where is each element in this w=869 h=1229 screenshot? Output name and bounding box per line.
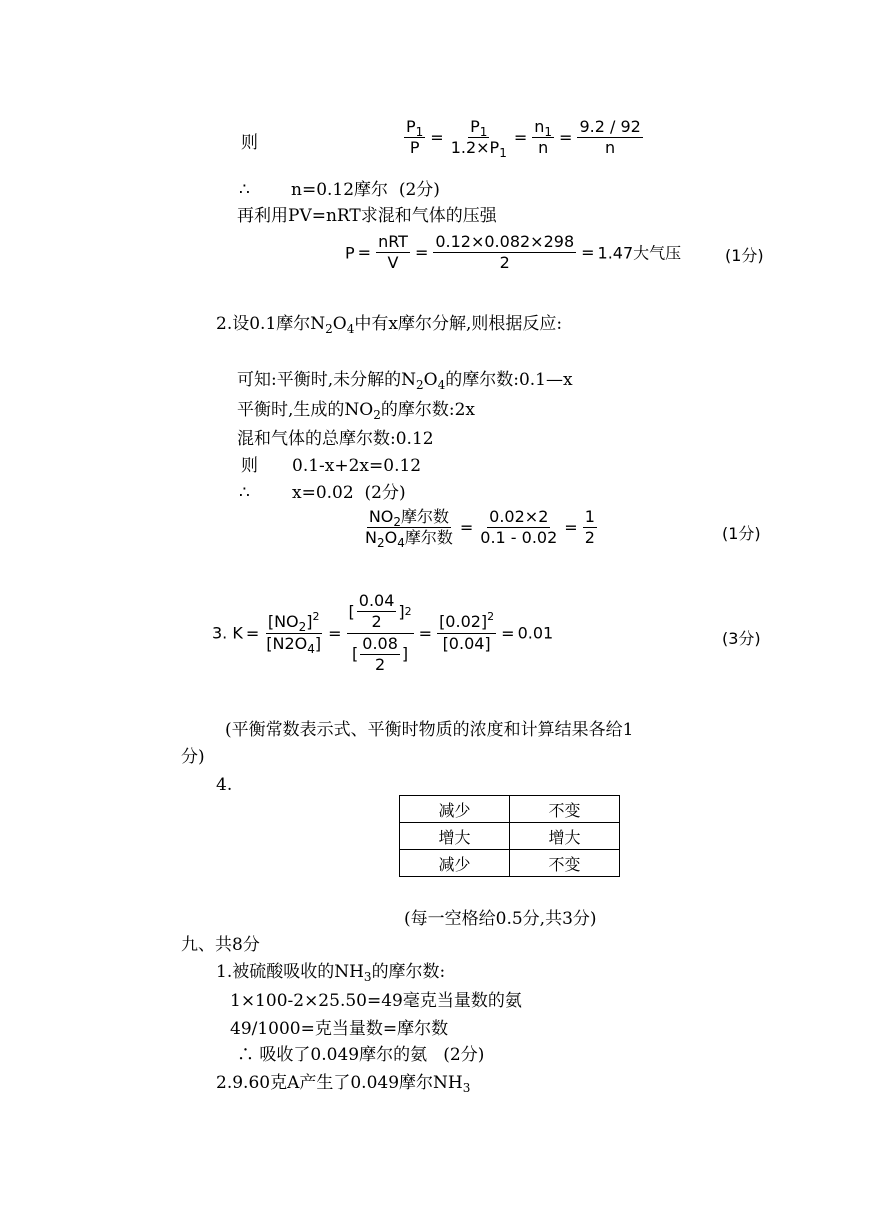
score: (1分) [725, 246, 764, 265]
then-label: 则 [241, 456, 258, 476]
pressure-ratio-equation: $\frac{P_1}{P}$ = $\frac{P_1}{1.2\times P_1}$ = $\frac{n_1}{n}$ = $\frac{9.2 / 92}{n}$ [406, 117, 641, 161]
grading-note-continued: 分) [181, 747, 205, 767]
therefore-symbol: ∴ [239, 483, 250, 503]
grading-note: (平衡常数表示式、平衡时物质的浓度和计算结果各给1 [225, 720, 634, 740]
table-cell: 不变 [510, 796, 620, 823]
undissociated-moles-line: 可知:平衡时,未分解的$N_2O_4$的摩尔数:0.1—x [237, 370, 573, 392]
score: (2分) [443, 1045, 485, 1065]
equilibrium-constant-equation: 3. K = $\frac{[NO_2]^2}{[N2O_4]}$ = [ $\frac{0.04}{2}$ ] 2 [ $\frac{0.08}{2}$ ] = $\frac{[0.02]^2}{[0.04]}$ = 0.01 [212, 591, 554, 675]
score: (2分) [364, 483, 406, 503]
section-heading: 九、共8分 [181, 935, 260, 955]
table-cell: 增大 [510, 823, 620, 850]
score: (1分) [722, 524, 761, 543]
no2-moles-line: 平衡时,生成的$NO_2$的摩尔数:2x [237, 400, 475, 422]
sec9-q2: 2.9.60克A产生了0.049摩尔$NH_3$ [216, 1073, 471, 1095]
table-grading-note: (每一空格给0.5分,共3分) [404, 909, 597, 929]
absorbed-ammonia-line: ∴ 吸收了0.049摩尔的氨 (2分) [237, 1045, 485, 1065]
pv-instruction: 再利用PV=nRT求混和气体的压强 [237, 206, 497, 226]
conversion-line: 49/1000=克当量数=摩尔数 [230, 1019, 449, 1039]
mole-equation: 0.1-x+2x=0.12 [292, 456, 422, 476]
result-n: n=0.12摩尔 (2分) [291, 180, 440, 200]
table-row [400, 823, 620, 850]
table-cell: 减少 [400, 796, 510, 823]
table-cell: 不变 [510, 850, 620, 877]
answer-table [399, 795, 620, 877]
table-cell: 减少 [400, 850, 510, 877]
q2-intro: 2.设0.1摩尔$N_2O_4$中有x摩尔分解,则根据反应: [216, 314, 563, 336]
equivalents-line: 1×100-2×25.50=49毫克当量数的氨 [230, 991, 522, 1011]
table-row [400, 850, 620, 877]
score: (3分) [722, 629, 761, 648]
score: (2分) [398, 180, 440, 200]
total-moles-line: 混和气体的总摩尔数:0.12 [237, 429, 434, 449]
sec9-q1: 1.被硫酸吸收的$NH_3$的摩尔数: [216, 962, 446, 984]
then-label: 则 [241, 133, 258, 153]
x-result: x=0.02 (2分) [292, 483, 406, 503]
table-cell: 增大 [400, 823, 510, 850]
therefore-symbol: ∴ [239, 180, 250, 200]
mole-ratio-equation: $\frac{NO_2摩尔数}{N_2O_4摩尔数}$ = $\frac{0.02\times 2}{0.1 - 0.02}$ = $\frac{1}{2}$ [365, 507, 595, 551]
table-row [400, 796, 620, 823]
q4-label: 4. [216, 775, 233, 795]
pressure-equation: P = $\frac{\text{nRT}}{V}$ = $\frac{0.12\times 0.082\times 298}{2}$ = 1.47大气压 [345, 232, 682, 273]
